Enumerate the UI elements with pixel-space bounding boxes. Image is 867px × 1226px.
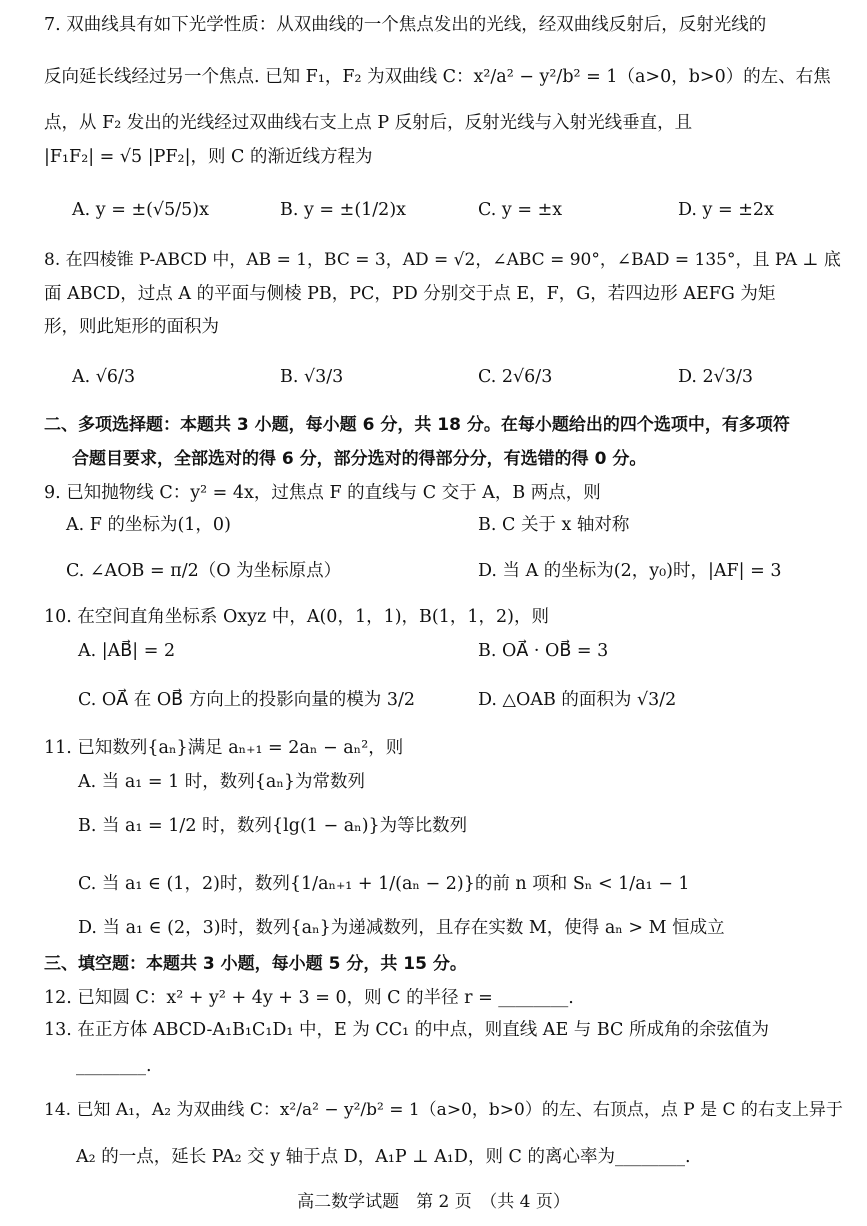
q7-line-2: 反向延长线经过另一个焦点. 已知 F₁，F₂ 为双曲线 C：x²/a² − y²/b² = 1（a>0，b>0）的左、右焦 (44, 67, 831, 87)
q11-option-a: A. 当 a₁ = 1 时，数列{aₙ}为常数列 (78, 772, 366, 792)
q9-option-d: D. 当 A 的坐标为(2，y₀)时，|AF| = 3 (478, 561, 782, 581)
section-3-heading: 三、填空题：本题共 3 小题，每小题 5 分，共 15 分。 (44, 954, 467, 974)
q7-option-c: C. y = ±x (478, 200, 563, 220)
q9-option-b: B. C 关于 x 轴对称 (478, 515, 630, 535)
q9-stem: 9. 已知抛物线 C：y² = 4x，过焦点 F 的直线与 C 交于 A，B 两点，则 (44, 483, 601, 503)
q8-option-d: D. 2√3/3 (678, 367, 753, 387)
q9-option-a: A. F 的坐标为(1，0) (66, 515, 231, 535)
q13-line-2: ________. (76, 1056, 152, 1076)
q8-option-c: C. 2√6/3 (478, 367, 553, 387)
q7-line-1: 7. 双曲线具有如下光学性质：从双曲线的一个焦点发出的光线，经双曲线反射后，反射光线的 (44, 15, 767, 35)
q11-option-b: B. 当 a₁ = 1/2 时，数列{lg(1 − aₙ)}为等比数列 (78, 816, 468, 836)
q9-option-c: C. ∠AOB = π/2（O 为坐标原点） (66, 561, 342, 581)
q8-line-2: 面 ABCD，过点 A 的平面与侧棱 PB，PC，PD 分别交于点 E，F，G，若四边形 AEFG 为矩 (44, 284, 776, 304)
q11-stem: 11. 已知数列{aₙ}满足 aₙ₊₁ = 2aₙ − aₙ²，则 (44, 738, 404, 758)
q14-line-1: 14. 已知 A₁，A₂ 为双曲线 C：x²/a² − y²/b² = 1（a>0，b>0）的左、右顶点，点 P 是 C 的右支上异于 (44, 1100, 843, 1120)
q11-option-c: C. 当 a₁ ∈ (1，2)时，数列{1/aₙ₊₁ + 1/(aₙ − 2)}的前 n 项和 Sₙ < 1/a₁ − 1 (78, 874, 690, 894)
q10-option-d: D. △OAB 的面积为 √3/2 (478, 690, 677, 710)
q8-option-a: A. √6/3 (72, 367, 136, 387)
page-footer: 高二数学试题 第 2 页 （共 4 页） (297, 1192, 570, 1212)
q7-line-4: |F₁F₂| = √5 |PF₂|，则 C 的渐近线方程为 (44, 147, 373, 167)
q11-option-d: D. 当 a₁ ∈ (2，3)时，数列{aₙ}为递减数列，且存在实数 M，使得 aₙ > M 恒成立 (78, 918, 725, 938)
q8-line-3: 形，则此矩形的面积为 (44, 317, 219, 337)
q7-option-b: B. y = ±(1/2)x (280, 200, 407, 220)
q10-option-a: A. |AB⃗| = 2 (78, 641, 176, 661)
q10-option-c: C. OA⃗ 在 OB⃗ 方向上的投影向量的模为 3/2 (78, 690, 415, 710)
q7-line-3: 点，从 F₂ 发出的光线经过双曲线右支上点 P 反射后，反射光线与入射光线垂直，且 (44, 113, 693, 133)
section-2-heading-cont: 合题目要求，全部选对的得 6 分，部分选对的得部分分，有选错的得 0 分。 (72, 449, 647, 469)
q14-line-2: A₂ 的一点，延长 PA₂ 交 y 轴于点 D，A₁P ⊥ A₁D，则 C 的离心率为________. (76, 1147, 691, 1167)
section-2-heading: 二、多项选择题：本题共 3 小题，每小题 6 分，共 18 分。在每小题给出的四个选项中，有多项符 (44, 415, 790, 435)
q13-line-1: 13. 在正方体 ABCD-A₁B₁C₁D₁ 中，E 为 CC₁ 的中点，则直线 AE 与 BC 所成角的余弦值为 (44, 1020, 769, 1040)
q7-option-d: D. y = ±2x (678, 200, 774, 220)
q8-line-1: 8. 在四棱锥 P-ABCD 中，AB = 1，BC = 3，AD = √2，∠ABC = 90°，∠BAD = 135°，且 PA ⊥ 底 (44, 250, 841, 270)
q7-option-a: A. y = ±(√5/5)x (72, 200, 209, 220)
q10-option-b: B. OA⃗ · OB⃗ = 3 (478, 641, 609, 661)
q8-option-b: B. √3/3 (280, 367, 344, 387)
q12-text: 12. 已知圆 C：x² + y² + 4y + 3 = 0，则 C 的半径 r = ________. (44, 988, 574, 1008)
q10-stem: 10. 在空间直角坐标系 Oxyz 中，A(0，1，1)，B(1，1，2)，则 (44, 607, 549, 627)
